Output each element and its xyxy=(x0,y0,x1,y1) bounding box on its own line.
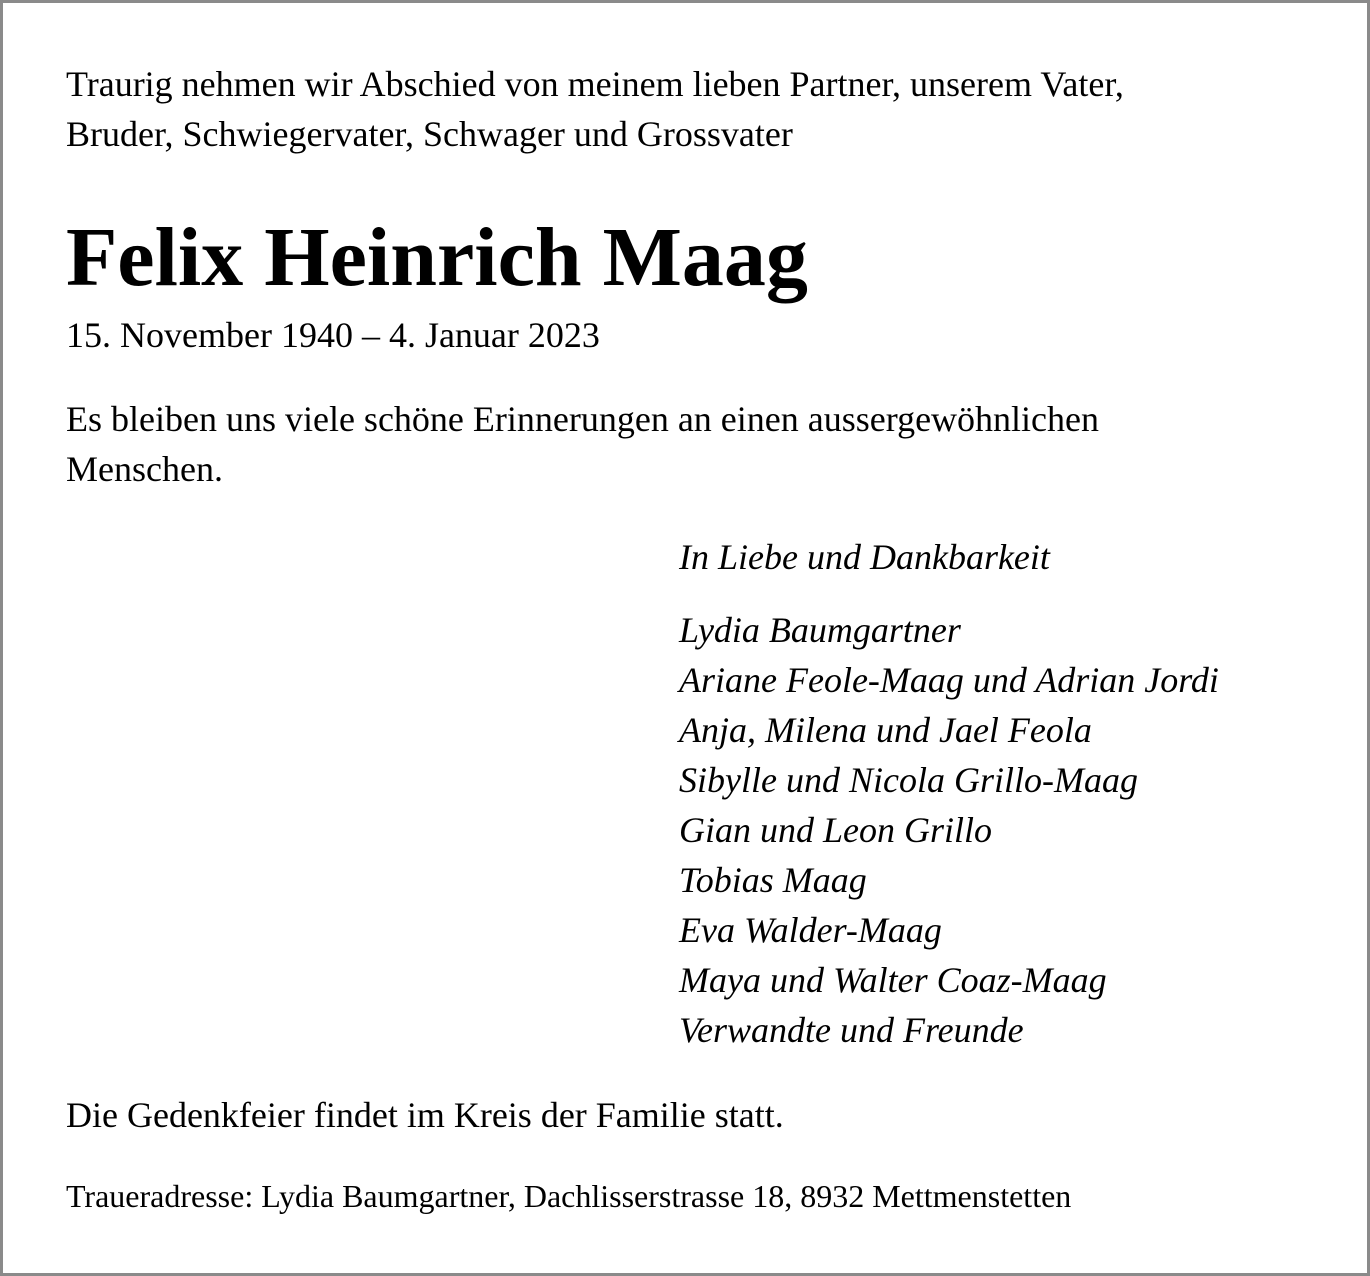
memories-line-2: Menschen. xyxy=(66,449,223,489)
family-list xyxy=(679,605,1219,1055)
deceased-name: Felix Heinrich Maag xyxy=(66,211,808,304)
family-member: Sibylle und Nicola Grillo-Maag xyxy=(679,760,1138,800)
family-member: Anja, Milena und Jael Feola xyxy=(679,710,1092,750)
mourning-address: Traueradresse: Lydia Baumgartner, Dachlisserstrasse 18, 8932 Mettmenstetten xyxy=(66,1178,1072,1214)
family-member: Tobias Maag xyxy=(679,860,867,900)
intro-text xyxy=(66,59,1326,159)
ceremony-notice: Die Gedenkfeier findet im Kreis der Familie statt. xyxy=(66,1095,784,1135)
family-member: Maya und Walter Coaz-Maag xyxy=(679,960,1107,1000)
family-member: Gian und Leon Grillo xyxy=(679,810,993,850)
intro-line-2: Bruder, Schwiegervater, Schwager und Grossvater xyxy=(66,114,793,154)
intro-line-1: Traurig nehmen wir Abschied von meinem lieben Partner, unserem Vater, xyxy=(66,64,1124,104)
signoff-text: In Liebe und Dankbarkeit xyxy=(679,537,1050,577)
memories-text xyxy=(66,394,1326,494)
family-member: Ariane Feole-Maag und Adrian Jordi xyxy=(679,660,1219,700)
memories-line-1: Es bleiben uns viele schöne Erinnerungen an einen aussergewöhnlichen xyxy=(66,399,1100,439)
life-dates: 15. November 1940 – 4. Januar 2023 xyxy=(66,315,600,355)
family-member: Eva Walder-Maag xyxy=(679,910,942,950)
family-member: Lydia Baumgartner xyxy=(679,610,961,650)
family-member: Verwandte und Freunde xyxy=(679,1010,1024,1050)
